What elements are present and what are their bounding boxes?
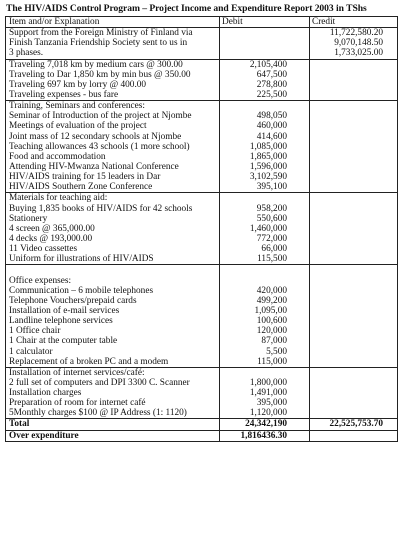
line-item-debit: 395,000 (256, 398, 287, 409)
line-item-debit: 115,000 (257, 356, 287, 367)
line-item-label: HIV/AIDS training for 15 leaders in Dar (9, 172, 161, 183)
over-expenditure-row-debit: 1,816436.30 (240, 430, 287, 441)
blank-line (220, 265, 287, 275)
line-item-label: Training, Seminars and conferences: (9, 101, 145, 112)
line-item-label: Meetings of evaluation of the project (9, 121, 147, 132)
line-item-credit (310, 70, 383, 80)
line-item-debit: 1,800,000 (249, 377, 287, 388)
line-item-label: Telephone Vouchers/prepaid cards (9, 295, 137, 306)
section-debit-cell (220, 265, 310, 367)
section-row (6, 101, 398, 193)
line-item-label: Finish Tanzania Friendship Society sent to us in (9, 38, 188, 49)
section-row (6, 193, 398, 265)
line-item-debit (220, 193, 287, 203)
line-item-label: Buying 1,835 books of HIV/AIDS for 42 schools (9, 203, 193, 214)
line-item-credit (310, 336, 383, 346)
line-item-credit: 9,070,148.50 (334, 38, 383, 49)
line-item-debit: 1,085,000 (249, 141, 287, 152)
line-item-label: 4 screen @ 365,000.00 (9, 223, 95, 234)
blank-line (9, 265, 219, 275)
line-item-credit (310, 306, 383, 316)
section-row (6, 59, 398, 101)
line-item-credit (310, 234, 383, 244)
section-row (6, 265, 398, 367)
line-item-credit (310, 121, 383, 131)
line-item-credit (310, 182, 383, 192)
section-debit-cell (220, 59, 310, 101)
over-expenditure-row-credit-cell (310, 430, 398, 441)
line-item-debit: 3,102,590 (249, 172, 287, 183)
line-item-debit: 499,200 (256, 295, 287, 306)
line-item-label: 1 calculator (9, 346, 53, 357)
line-item-debit: 120,000 (256, 326, 287, 337)
line-item-credit (310, 357, 383, 367)
header-debit (220, 17, 310, 28)
line-item-debit (220, 276, 287, 286)
line-item-debit: 1,596,000 (249, 161, 287, 172)
line-item-credit (310, 162, 383, 172)
line-item-credit (310, 152, 383, 162)
line-item-credit (310, 111, 383, 121)
line-item-credit (310, 132, 383, 142)
line-item-debit: 647,500 (256, 69, 287, 80)
line-item-credit: 11,722,580.20 (329, 28, 383, 39)
total-row-debit-cell (220, 419, 310, 430)
line-item-credit (310, 224, 383, 234)
line-item-credit (310, 101, 383, 111)
line-item-debit: 395,100 (256, 182, 287, 193)
line-item-label: Replacement of a broken PC and a modem (9, 356, 169, 367)
line-item-label: Seminar of Introduction of the project at Njombe (9, 111, 192, 122)
line-item-credit (310, 347, 383, 357)
section-debit-cell (220, 101, 310, 193)
line-item-label: Materials for teaching aid: (9, 193, 108, 204)
line-item-credit (310, 286, 383, 296)
line-item-debit: 278,800 (256, 79, 287, 90)
section-debit-cell (220, 193, 310, 265)
line-item-label: Traveling expenses - bus fare (9, 89, 119, 100)
line-item-credit (310, 388, 383, 398)
line-item-debit: 550,600 (256, 213, 287, 224)
header-credit-label: Credit (312, 17, 336, 27)
line-item-credit (310, 244, 383, 254)
blank-line (310, 265, 383, 275)
report-title: The HIV/AIDS Control Program – Project Income and Expenditure Report 2003 in TShs (6, 3, 367, 14)
section-credit-cell (310, 28, 398, 59)
line-item-debit: 1,120,000 (249, 408, 287, 419)
line-item-credit (310, 80, 383, 90)
line-item-credit (310, 368, 383, 378)
section-item-cell (6, 28, 220, 59)
table-body (6, 17, 398, 442)
section-item-cell (6, 101, 220, 193)
total-row-credit-cell (310, 419, 398, 430)
table-header-row (6, 17, 398, 28)
line-item-label: Support from the Foreign Ministry of Finland via (9, 28, 193, 39)
line-item-credit (310, 204, 383, 214)
line-item-label: HIV/AIDS Southern Zone Conference (9, 182, 153, 193)
line-item-credit (310, 378, 383, 388)
line-item-credit (310, 408, 383, 418)
line-item-credit (310, 60, 383, 70)
line-item-credit (310, 214, 383, 224)
line-item-credit (310, 90, 383, 100)
line-item-label: Installation of internet services/café: (9, 367, 145, 378)
header-credit (310, 17, 398, 28)
line-item-label: Traveling 697 km by lorry @ 400.00 (9, 79, 147, 90)
line-item-debit: 420,000 (256, 285, 287, 296)
header-debit-label: Debit (222, 17, 243, 27)
line-item-label: Preparation of room for internet café (9, 398, 146, 409)
line-item-label: Food and accommodation (9, 151, 106, 162)
line-item-label: 4 decks @ 193,000.00 (9, 233, 93, 244)
over-expenditure-row (6, 430, 398, 441)
section-credit-cell (310, 101, 398, 193)
line-item-credit (310, 254, 383, 264)
line-item-label: Teaching allowances 43 schools (1 more school) (9, 141, 190, 152)
line-item-debit: 414,600 (256, 131, 287, 142)
section-credit-cell (310, 367, 398, 419)
line-item-credit: 1,733,025.00 (334, 48, 383, 59)
over-expenditure-row-debit-cell (220, 430, 310, 441)
line-item-credit (310, 296, 383, 306)
total-row-label-cell (6, 419, 220, 430)
line-item-label: 5Monthly charges $100 @ IP Address (1: 1120) (9, 408, 187, 419)
line-item-debit: 958,200 (256, 203, 287, 214)
section-row (6, 367, 398, 419)
section-debit-cell (220, 28, 310, 59)
line-item-debit: 772,000 (256, 233, 287, 244)
line-item-label: 11 Video cassettes (9, 244, 78, 255)
over-expenditure-row-label: Over expenditure (9, 430, 79, 441)
line-item-debit (220, 48, 287, 58)
section-credit-cell (310, 193, 398, 265)
total-row-debit: 24,342,190 (245, 419, 287, 430)
line-item-debit (220, 28, 287, 38)
line-item-debit (220, 101, 287, 111)
line-item-label: Attending HIV-Mwanza National Conference (9, 161, 179, 172)
line-item-label: Installation charges (9, 388, 82, 399)
section-debit-cell (220, 367, 310, 419)
line-item-debit: 498,050 (256, 111, 287, 122)
line-item-debit: 1,095,00 (254, 305, 287, 316)
line-item-credit (310, 276, 383, 286)
line-item-debit: 115,500 (257, 254, 287, 265)
line-item-label: Traveling to Dar 1,850 km by min bus @ 350.00 (9, 69, 191, 80)
total-row-label: Total (9, 419, 30, 430)
income-expenditure-table (5, 16, 398, 442)
line-item-debit (220, 368, 287, 378)
line-item-credit (310, 193, 383, 203)
line-item-debit: 1,460,000 (249, 223, 287, 234)
line-item-credit (310, 398, 383, 408)
line-item-label: 3 phases. (9, 48, 44, 59)
line-item-debit: 1,865,000 (249, 151, 287, 162)
line-item-label: 1 Chair at the computer table (9, 336, 118, 347)
header-item (6, 17, 220, 28)
line-item-credit (310, 316, 383, 326)
line-item-label: Joint mass of 12 secondary schools at Njombe (9, 131, 182, 142)
line-item-debit: 100,600 (256, 316, 287, 327)
total-row (6, 419, 398, 430)
line-item-label: Uniform for illustrations of HIV/AIDS (9, 254, 154, 265)
line-item-label: Communication – 6 mobile telephones (9, 285, 154, 296)
line-item-debit: 66,000 (261, 244, 287, 255)
line-item-debit (220, 38, 287, 48)
line-item-credit (310, 172, 383, 182)
line-item-label: Stationery (9, 213, 48, 224)
line-item-label: 1 Office chair (9, 326, 61, 337)
line-item-debit: 5,500 (266, 346, 287, 357)
line-item-label: Office expenses: (9, 275, 72, 286)
section-item-cell (6, 59, 220, 101)
line-item-debit: 460,000 (256, 121, 287, 132)
line-item-debit: 87,000 (261, 336, 287, 347)
section-credit-cell (310, 265, 398, 367)
total-row-credit: 22,525,753.70 (329, 419, 383, 430)
line-item-label: Landline telephone services (9, 316, 113, 327)
over-expenditure-row-credit (310, 431, 383, 441)
header-item-label: Item and/or Explanation (9, 17, 100, 27)
section-credit-cell (310, 59, 398, 101)
section-item-cell (6, 367, 220, 419)
line-item-debit: 1,491,000 (249, 388, 287, 399)
line-item-debit: 225,500 (256, 89, 287, 100)
line-item-credit (310, 326, 383, 336)
line-item-label: Traveling 7,018 km by medium cars @ 300.00 (9, 59, 183, 70)
over-expenditure-row-label-cell (6, 430, 220, 441)
line-item-debit: 2,105,400 (249, 59, 287, 70)
section-item-cell (6, 265, 220, 367)
section-row (6, 28, 398, 59)
line-item-credit (310, 142, 383, 152)
line-item-label: Installation of e-mail services (9, 305, 120, 316)
line-item-label: 2 full set of computers and DPI 3300 C. Scanner (9, 377, 190, 388)
section-item-cell (6, 193, 220, 265)
